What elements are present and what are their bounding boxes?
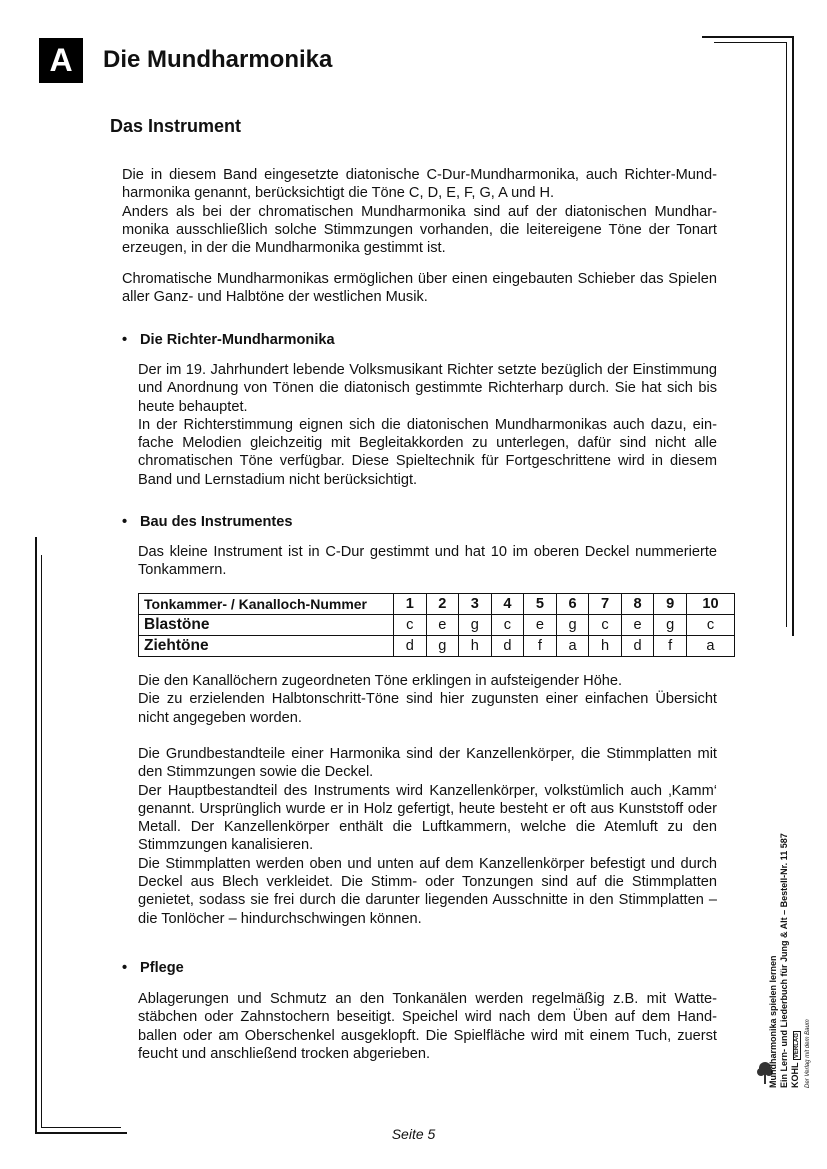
table-cell: g (556, 615, 589, 636)
table-cell: 7 (589, 594, 622, 615)
heading-richter-label: Die Richter-Mundharmonika (140, 332, 335, 348)
sidebar-title: Mundharmonika spielen lernen (768, 955, 778, 1088)
sidebar-credit (768, 833, 814, 1088)
table-cell: 8 (621, 594, 654, 615)
table-cell: g (459, 615, 492, 636)
table-cell: c (589, 615, 622, 636)
bau-details: Die Grundbestandteile einer Harmonika sind der Kanzellenkörper, die Stimmplatten mit den Stimmzungen sowie die Deckel. Der Hauptbestandteil des Instruments wird Kanzellenkörper, volkstümlich auch ‚Kamm‘ genannt. Ursprünglich wurde er in Holz gefertigt, heute besteht er oft aus Kunststoff oder Metall. Der Kanzellenkörper enthält die Luftkammern, welche die Atemluft zu den Stimmzungen kanalisieren. Die Stimmplatten werden oben und unten auf dem Kanzellenkörper befestigt und durch Deckel aus Blech verkleidet. Die Stimm- oder Tonzungen sind auf die Stimmplatten genietet, sodass sie frei durch die darunter liegenden Ausschnitte in den Stimmplatten – die Tonlöcher – hindurchschwingen können. (138, 746, 717, 927)
heading-pflege-label: Pflege (140, 960, 184, 976)
table-cell: d (491, 636, 524, 657)
publisher-slogan: Der Verlag mit dem Baum (805, 1019, 811, 1088)
table-cell: d (621, 636, 654, 657)
table-cell: 4 (491, 594, 524, 615)
bullet-icon: • (122, 332, 128, 348)
page-title: Die Mundharmonika (103, 46, 333, 73)
page-number: Seite 5 (391, 1126, 436, 1142)
note-table (138, 593, 735, 657)
heading-richter (122, 332, 335, 348)
pflege-paragraph: Ablagerungen und Schmutz an den Tonkanälen werden regelmäßig z.B. mit Wattestäbchen oder Zahnstochern beseitigt. Speichel wird nach dem Üben auf dem Handballen oder am Oberschenkel ausgeklopft. Die Spielfläche wird mit einem Tuch, zuerst feucht und anschließend trocken abgerieben. (138, 991, 717, 1062)
table-row-blastoene (139, 615, 735, 636)
table-cell: a (556, 636, 589, 657)
publisher-tag: VERLAG (794, 1033, 800, 1059)
table-cell: e (621, 615, 654, 636)
intro-paragraph-2: Chromatische Mundharmonikas ermöglichen über einen eingebauten Schieber das Spielen aller Ganz- und Halbtöne der westlichen Musik. (122, 271, 717, 306)
heading-bau-label: Bau des Instrumentes (140, 514, 293, 530)
table-cell: h (589, 636, 622, 657)
richter-paragraph: Der im 19. Jahrhundert lebende Volksmusikant Richter setzte bezüglich der Einstimmung und Anordnung von Tönen die diatonisch gestimmte Richterharp durch. Sie hat sich bis heute behauptet. In der Richterstimmung eignen sich die diatonischen Mundharmonikas auch dazu, einfache Melodien gleichzeitig mit Begleitakkorden zu unterlegen, dafür sind nicht alle chromatischen Töne verfügbar. Diese Spieltechnik für Fortgeschrittene wird in diesem Band und Lernstadium nicht berücksichtigt. (138, 362, 717, 488)
bullet-icon: • (122, 960, 128, 976)
table-header-row (139, 594, 735, 615)
frame-line-left-2 (41, 555, 42, 1128)
table-cell: c (394, 615, 427, 636)
table-cell: a (686, 636, 734, 657)
table-row-label: Blastöne (139, 615, 394, 636)
table-cell: g (426, 636, 459, 657)
table-row-label: Ziehtöne (139, 636, 394, 657)
table-header-label: Tonkammer- / Kanalloch-Nummer (139, 594, 394, 615)
bullet-icon: • (122, 514, 128, 530)
section-title: Das Instrument (110, 116, 242, 136)
frame-line-right-2 (786, 42, 787, 627)
chapter-badge: A (39, 38, 83, 83)
table-cell: e (524, 615, 557, 636)
table-cell: f (654, 636, 687, 657)
sidebar-publisher (790, 833, 803, 1088)
table-cell: 10 (686, 594, 734, 615)
table-cell: e (426, 615, 459, 636)
table-cell: 1 (394, 594, 427, 615)
table-cell: 2 (426, 594, 459, 615)
heading-pflege (122, 960, 184, 976)
sidebar-subtitle: Ein Lern- und Liederbuch für Jung & Alt – Bestell-Nr. 11 587 (779, 833, 789, 1088)
table-row-ziehtoene (139, 636, 735, 657)
table-cell: h (459, 636, 492, 657)
table-note: Die den Kanallöchern zugeordneten Töne erklingen in aufsteigender Höhe. Die zu erzielenden Halbtonschritt-Töne sind hier zugunsten einer einfachen Übersicht nicht angegeben worden. (138, 673, 717, 726)
frame-line-right-1 (792, 36, 794, 636)
table-cell: f (524, 636, 557, 657)
table-cell: 5 (524, 594, 557, 615)
publisher-name: KOHL (790, 1062, 800, 1088)
heading-bau (122, 514, 292, 530)
intro-paragraph-1: Die in diesem Band eingesetzte diatonische C-Dur-Mundharmonika, auch Richter-Mundharmonika genannt, berücksichtigt die Töne C, D, E, F, G, A und H. Anders als bei der chromatischen Mundharmonika sind auf der diatonischen Mundharmonika ausschließlich solche Stimmzungen vorhanden, die leitereigene Töne der Tonart erzeugen, in der die Mundharmonika gestimmt ist. (122, 167, 717, 257)
frame-line-top-right-1 (702, 36, 793, 38)
table-cell: 3 (459, 594, 492, 615)
table-cell: c (491, 615, 524, 636)
table-cell: g (654, 615, 687, 636)
table-cell: 6 (556, 594, 589, 615)
table-cell: d (394, 636, 427, 657)
table-cell: 9 (654, 594, 687, 615)
bau-intro: Das kleine Instrument ist in C-Dur gestimmt und hat 10 im oberen Deckel nummerierte Tonkammern. (138, 544, 717, 579)
frame-line-top-right-2 (714, 42, 787, 43)
table-cell: c (686, 615, 734, 636)
frame-line-left-1 (35, 537, 37, 1134)
